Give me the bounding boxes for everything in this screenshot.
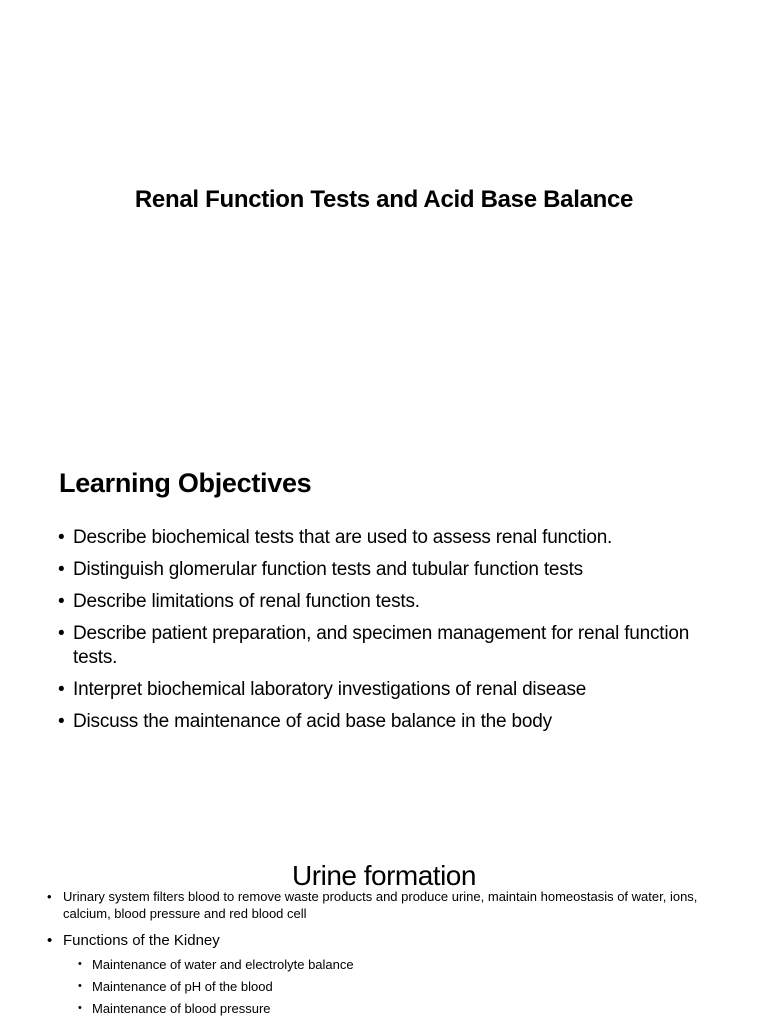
list-item xyxy=(58,678,718,702)
sub-list-item xyxy=(78,978,273,995)
sub-list-item-text: Maintenance of water and electrolyte balance xyxy=(92,957,354,972)
list-item xyxy=(58,710,718,734)
list-item-text: Describe patient preparation, and specimen management for renal function tests. xyxy=(73,623,690,668)
bullet-icon: • xyxy=(58,591,65,612)
sub-list-item xyxy=(78,956,354,973)
bullet-icon: • xyxy=(58,679,65,700)
sub-list-item xyxy=(78,1000,271,1017)
list-item xyxy=(58,622,718,670)
bullet-icon: • xyxy=(78,958,82,970)
learning-objectives-heading: Learning Objectives xyxy=(59,468,312,498)
list-item-text: Urinary system filters blood to remove waste products and produce urine, maintain homeostasis of water, ions, calcium, blood pressure and red blood cell xyxy=(63,889,698,921)
sub-list-item-text: Maintenance of pH of the blood xyxy=(92,979,273,994)
bullet-icon: • xyxy=(47,889,52,904)
slide-learning-objectives xyxy=(0,420,768,820)
list-item-text: Describe biochemical tests that are used to assess renal function. xyxy=(73,527,613,548)
list-item xyxy=(58,558,718,582)
bullet-icon: • xyxy=(58,623,65,644)
list-item xyxy=(47,932,703,950)
list-item-text: Interpret biochemical laboratory investigations of renal disease xyxy=(73,679,587,700)
list-item xyxy=(58,526,718,550)
list-item xyxy=(47,888,703,922)
presentation-title: Renal Function Tests and Acid Base Balance xyxy=(134,186,634,213)
list-item-text: Describe limitations of renal function tests. xyxy=(73,591,420,612)
list-item-text: Functions of the Kidney xyxy=(63,932,220,949)
sub-list-item-text: Maintenance of blood pressure xyxy=(92,1001,271,1016)
list-item xyxy=(58,590,718,614)
bullet-icon: • xyxy=(47,932,53,949)
objectives-list xyxy=(58,526,718,742)
slide-urine-formation xyxy=(0,820,768,1024)
slide-title xyxy=(0,0,768,420)
list-item-text: Distinguish glomerular function tests and tubular function tests xyxy=(73,559,583,580)
urine-formation-heading: Urine formation xyxy=(292,860,476,891)
bullet-icon: • xyxy=(58,527,65,548)
list-item-text: Discuss the maintenance of acid base balance in the body xyxy=(73,711,552,732)
bullet-icon: • xyxy=(58,559,65,580)
bullet-icon: • xyxy=(78,1002,82,1014)
bullet-icon: • xyxy=(78,980,82,992)
bullet-icon: • xyxy=(58,711,65,732)
